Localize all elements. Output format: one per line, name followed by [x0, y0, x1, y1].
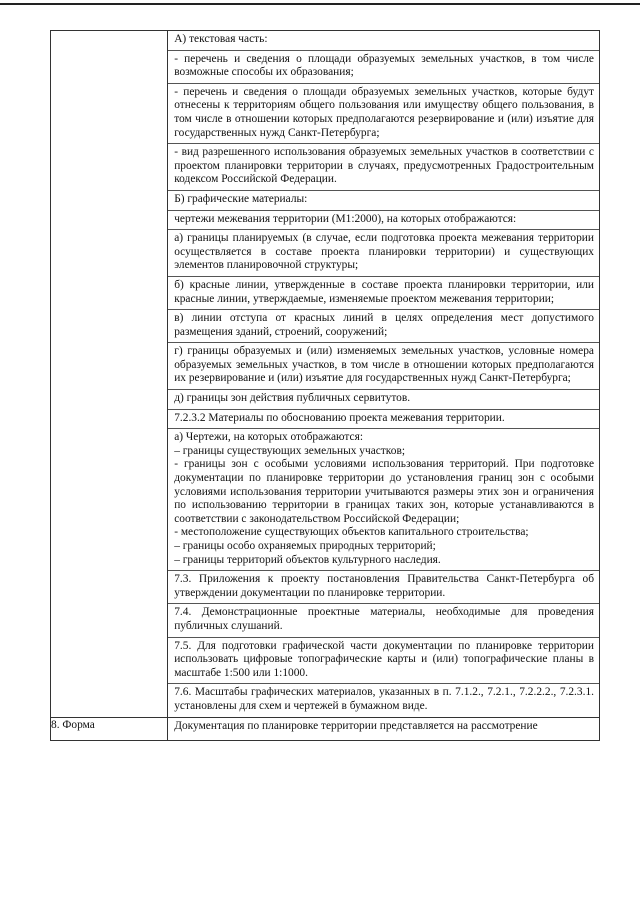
paragraph: 7.2.3.2 Материалы по обоснованию проекта межевания территории. — [174, 411, 505, 424]
paragraph: - местоположение существующих объектов капитального строительства; — [174, 526, 529, 539]
paragraph: а) границы планируемых (в случае, если подготовка проекта межевания территории осуществляется в составе проекта планировки территории) и существующих элементов планировочной структуры; — [174, 232, 594, 272]
entries-list — [168, 31, 599, 717]
paragraph: д) границы зон действия публичных сервитутов. — [174, 392, 411, 405]
paragraph: - вид разрешенного использования образуемых земельных участков в соответствии с проектом планировки территории в случаях, предусмотренных Градостроительным кодексом Российской Федерации. — [174, 146, 594, 186]
list-item — [168, 638, 599, 685]
paragraph: А) текстовая часть: — [174, 33, 268, 45]
list-item — [168, 230, 599, 277]
list-item — [168, 684, 599, 716]
list-item — [168, 571, 599, 604]
paragraph: 7.3. Приложения к проекту постановления Правительства Санкт-Петербурга об утверждении документации по планировке территории. — [174, 573, 594, 599]
table-row — [51, 717, 600, 740]
list-item — [168, 429, 599, 571]
list-item — [168, 604, 599, 637]
paragraph: - перечень и сведения о площади образуемых земельных участков, в том числе возможные способы их образования; — [174, 52, 594, 79]
paragraph: 7.6. Масштабы графических материалов, указанных в п. 7.1.2., 7.2.1., 7.2.2.2., 7.2.3.1. установлены для схем и чертежей в бумажном виде. — [174, 686, 594, 712]
paragraph: 7.4. Демонстрационные проектные материалы, необходимые для проведения публичных слушаний. — [174, 606, 594, 632]
paragraph: в) линии отступа от красных линий в целях определения мест допустимого размещения зданий, строений, сооружений; — [174, 312, 594, 338]
list-item — [168, 51, 599, 84]
list-item — [168, 211, 599, 231]
paragraph: чертежи межевания территории (М1:2000), на которых отображаются: — [174, 212, 517, 225]
paragraph: – границы особо охраняемых природных территорий; — [174, 540, 436, 552]
paragraph: Б) графические материалы: — [174, 192, 308, 205]
list-item — [168, 718, 599, 737]
paragraph: – границы существующих земельных участков; — [174, 444, 406, 457]
list-item — [168, 310, 599, 343]
paragraph: Документация по планировке территории представляется на рассмотрение — [174, 719, 538, 732]
top-border-line — [0, 3, 640, 5]
list-item — [168, 84, 599, 144]
list-item — [168, 410, 599, 430]
row-label-cell: 8. Форма — [51, 717, 168, 740]
list-item — [168, 343, 599, 390]
list-item — [168, 31, 599, 51]
paragraph: – границы территорий объектов культурного наследия. — [174, 553, 441, 566]
paragraph: - перечень и сведения о площади образуемых земельных участков, которые будут отнесены к территориям общего пользования или имуществу общего пользования, в том числе в отношении которых предполагаются резервирование и (или) изъятие для государственных нужд Санкт-Петербурга; — [174, 85, 594, 139]
row-content-cell — [168, 717, 600, 740]
requirements-table — [50, 30, 600, 741]
row-content-cell — [168, 31, 600, 718]
row-label-cell — [51, 31, 168, 718]
list-item — [168, 144, 599, 191]
list-item — [168, 390, 599, 410]
list-item — [168, 191, 599, 211]
paragraph: а) Чертежи, на которых отображаются: — [174, 431, 363, 444]
paragraph: - границы зон с особыми условиями использования территорий. При подготовке документации по планировке территории до установления границ зон с особыми условиями использования территории учитываются размеры этих зон и ограничения по использованию территории в границах таких зон, которые устанавливаются в соответствии с законодательством Российской Федерации; — [174, 458, 594, 525]
table-row — [51, 31, 600, 718]
paragraph: б) красные линии, утвержденные в составе проекта планировки территории, или красные линии, утверждаемые, изменяемые проектом межевания территории; — [174, 278, 594, 305]
paragraph: 7.5. Для подготовки графической части документации по планировке территории использовать цифровые топографические карты и (или) топографические планы в масштабе 1:500 или 1:1000. — [174, 639, 594, 679]
paragraph: г) границы образуемых и (или) изменяемых земельных участков, условные номера образуемых земельных участков, в том числе в отношении которых предполагаются их резервирование и (или) изъятие для государственных нужд Санкт-Петербурга; — [174, 345, 594, 385]
list-item — [168, 277, 599, 310]
